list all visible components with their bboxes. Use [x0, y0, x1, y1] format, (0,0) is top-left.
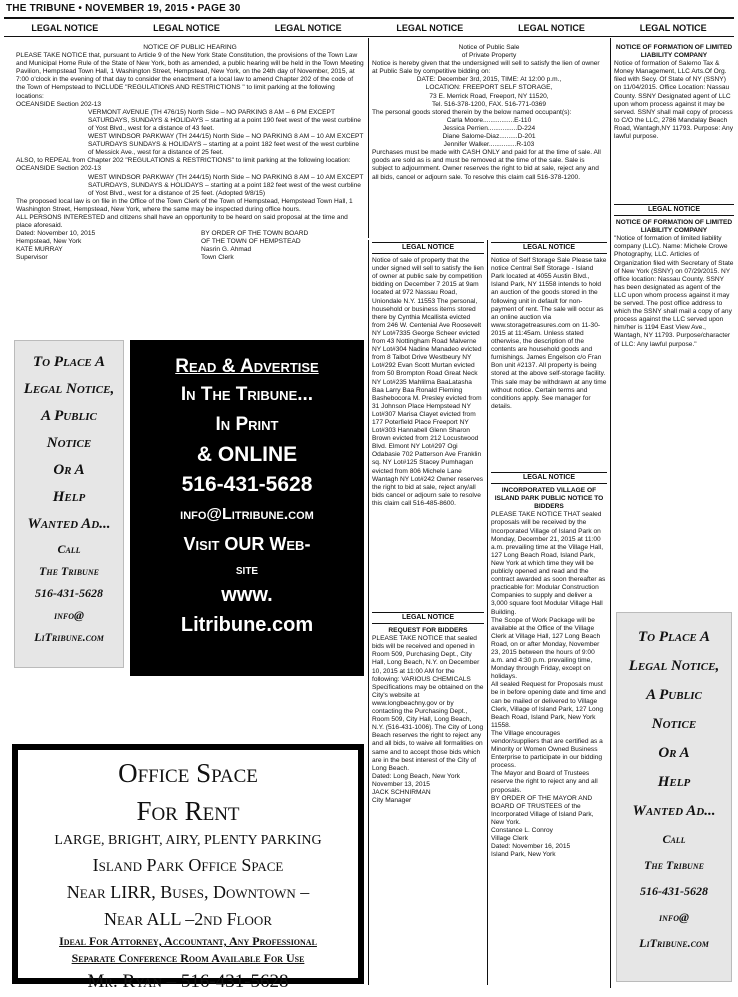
ad-line: To Place A — [638, 629, 710, 645]
notice-subtitle: of Private Property — [461, 52, 517, 60]
ad-line: LARGE, BRIGHT, AIRY, PLENTY PARKING — [54, 833, 322, 848]
property-sale-notice — [372, 242, 484, 604]
occupant-entry: Carla Moore.................E-110 — [446, 116, 532, 124]
place-ad-box — [616, 612, 732, 982]
column-divider — [487, 240, 488, 985]
notice-paragraph: The Scope of Work Package will be available at the Office of the Village Clerk at Village Hall, 127 Long Beach Road, on or after Monday, November 23, 2015 between the hours of 9:00 a.m. and 4:30 p.m. prevailing time, Monday through Friday, except on holidays. — [491, 616, 601, 681]
section-label: LEGAL NOTICE — [639, 23, 707, 33]
notice-title: NOTICE OF FORMATION OF LIMITED LIABILITY COMPANY — [615, 44, 733, 60]
page-header: THE TRIBUNE • NOVEMBER 19, 2015 • PAGE 30 — [6, 3, 241, 14]
notice-paragraph: The Mayor and Board of Trustees reserve the right to reject any and all proposals. — [491, 770, 598, 794]
signature-line: Island Park, New York — [491, 851, 556, 859]
ad-line: Legal Notice, — [23, 381, 115, 397]
ad-headline: In The Tribune... — [180, 384, 314, 405]
ad-line: Or A — [53, 462, 85, 478]
ad-line: Notice — [46, 435, 92, 451]
ad-line: Separate Conference Room Available For Use — [71, 951, 305, 965]
section-label: LEGAL NOTICE — [372, 242, 484, 254]
ad-line: Wanted Ad... — [27, 516, 111, 532]
ad-line: 516-431-5628 — [35, 586, 103, 600]
notice-section: OCEANSIDE Section 202-13 — [16, 100, 102, 108]
signature-line: Dated: November 16, 2015 — [491, 843, 571, 851]
ad-contact: Mr. Ryan – 516-431-5628 — [87, 971, 289, 992]
section-label: LEGAL NOTICE — [614, 204, 734, 216]
ad-line: Or A — [658, 745, 690, 761]
section-label: LEGAL NOTICE — [274, 23, 342, 33]
signature-line: Constance L. Conroy — [491, 827, 553, 835]
ad-line: To Place A — [33, 354, 105, 370]
notice-title: REQUEST FOR BIDDERS — [388, 627, 468, 635]
ad-title: For Rent — [136, 796, 240, 826]
village-bidders-notice — [491, 472, 607, 988]
notice-paragraph: WEST WINDSOR PARKWAY (TH 244/15) North Side – NO PARKING 8 AM – 10 AM EXCEPT SATURDAYS, SUNDAYS & HOLIDAYS – starting at a point 182 feet west of the west curbline of Yost Blvd., west for a distance of 25 feet. (Adopted 9/8/15) — [88, 173, 364, 197]
ad-line: LiTribune.com — [639, 936, 709, 950]
ad-phone: 516-431-5628 — [181, 473, 313, 496]
ad-line: A Public — [41, 408, 97, 424]
ad-line: info@ — [659, 910, 689, 924]
signature-line: Hempstead, New York — [16, 238, 82, 246]
ad-line: Call — [662, 832, 686, 846]
public-hearing-notice — [16, 44, 364, 336]
notice-paragraph: ALL PERSONS INTERESTED and citizens shall have an opportunity to be heard on said proposal at the time and place aforesaid. — [16, 213, 348, 230]
signature-line: Village Clerk — [491, 835, 528, 843]
notice-paragraph: WEST WINDSOR PARKWAY (TH 244/15) North Side – NO PARKING 8 AM – 10 AM EXCEPT SATURDAYS SUNDAYS & HOLIDAYS – starting at a point 182 feet west of the west curbline of Messick Ave., west for a distance of 25 feet. — [88, 133, 364, 157]
ad-title: Office Space — [118, 758, 258, 788]
notice-paragraph: The personal goods stored therein by the below named occupant(s): — [372, 108, 572, 116]
section-label: LEGAL NOTICE — [491, 242, 607, 254]
ad-line: Wanted Ad... — [632, 803, 716, 819]
notice-title: Notice of Public Sale — [458, 44, 520, 51]
ad-line: The Tribune — [39, 564, 99, 578]
llc-formation-notice — [614, 204, 734, 474]
header-rule — [4, 17, 734, 19]
notice-paragraph: PLEASE TAKE NOTICE THAT sealed proposals will be received by the Incorporated Village of Island Park on Monday, December 21, 2015 at 11:00 a.m. prevailing time at the Village Hall, 127 Long Beach Road, Island Park, New York at which time they will be publicly opened and read and the contract awarded as soon thereafter as practicable for: Modular Construction Companies to supply and deliver a 3,000 square foot Modular Village Hall Building. — [491, 511, 606, 616]
sale-address: 73 E. Merrick Road, Freeport, NY 11520, — [429, 92, 549, 100]
signature-line: OF THE TOWN OF HEMPSTEAD — [201, 238, 301, 246]
notice-paragraph: Notice of sale of property that the under signed will sell to satisfy the lien of owner at public sale by competition bidding on December 7 2015 at 9am located at 972 Nassau Road, Uniondale N.Y. 11553 The personal, household or business items stored there by Cynthia Mcallista evicted from 246 W. Centenial Ave Roosevelt NY Lot#7335 George Scheer evicted from 43 Nottingham Road Malverne NY Lot#304 Nadine Manadeo evicted from 8 Talbot Drive Westbeury NY Lot#292 Evan Scott Murtan evicted from 50 Brompton Road Great Neck NY Lot#235 Mahlilma BaaLatasha Baa Larry Baa Ronald Fleming Bashebocora M. Presley evicted from 31 Johnson Place Hempstead NY Lot#307 Marisa Clayet evicted from 177 Poterfield Place Freeport NY Lot#303 Hannabell Glenn Sharon Brown evicted from 212 Locustwood Blvd. Elmont NY Lot#297 Ogi Odabasie 702 Patterson Ave Franklin sq. NY Lot#125 Stacey Pumhagan evicted from 806 Michele Lane Wantagh NY Lot#242 Owner reserves the right to bid at sale, reject any/all bids cancel or adjourn sale to resolve this claim call 516-485-8600. — [372, 257, 484, 507]
notice-paragraph: Notice of Self Storage Sale Please take notice Central Self Storage - Island Park located at 4055 Austin Blvd., Island Park, NY 11558 intends to hold an auction of the goods stored in the following unit in default for non-payment of rent. The sale will occur as an online auction via www.storagetreasures.com on 11-30-2015 at 11:45am. Unless stated otherwise, the description of the contents are household goods and furnishings. James Engelson c/o Fran Bon unit #2137. All property is being stored at the above self-storage facility. This sale may be withdrawn at any time without notice. Certain terms and conditions apply. See manager for details. — [491, 257, 607, 410]
signature-line: KATE MURRAY — [16, 246, 63, 254]
ad-line: Island Park Office Space — [92, 855, 284, 875]
ad-line: In Print — [215, 414, 279, 435]
notice-paragraph: The Village encourages vendor/suppliers that are certified as a Minority or Women Owned Business Enterprise to participate in our bidding process. — [491, 729, 603, 770]
ad-line: site — [235, 561, 259, 577]
section-label: LEGAL NOTICE — [31, 23, 99, 33]
notice-section: OCEANSIDE Section 202-13 — [16, 165, 102, 173]
ad-line: LiTribune.com — [34, 630, 104, 644]
label-rule — [4, 36, 734, 37]
ad-line: Ideal For Attorney, Accountant, Any Professional — [59, 934, 317, 948]
ad-line: Near LIRR, Buses, Downtown – — [66, 882, 310, 902]
sale-location: LOCATION: FREEPORT SELF STORAGE, — [425, 84, 553, 92]
notice-paragraph: PLEASE TAKE NOTICE that, pursuant to Article 9 of the New York State Constitution, the provisions of the Town Law and Municipal Home Rule of the State of New York, both as amended, a public hearing will be held in the Town Meeting Pavilion, Hempstead Town Hall, 1 Washington Street, Hempstead, New York, on the 24th day of November, 2015, at 7:00 o'clock in the evening of that day to consider the enactment of a local law to amend Chapter 202 of the code of the Town of Hempstead to INCLUDE "REGULATIONS AND RESTRICTIONS " to limit parking at the following locations: — [16, 52, 364, 100]
ad-line: The Tribune — [644, 858, 704, 872]
request-for-bidders-notice — [372, 612, 484, 932]
tribune-advertise-ad — [130, 340, 364, 676]
signature-line: JACK SCHNIRMAN — [372, 788, 431, 796]
signature-line: Dated: Long Beach, New York — [372, 772, 460, 780]
ad-line: Help — [52, 489, 86, 505]
notice-title: NOTICE OF FORMATION OF LIMITED LIABILITY COMPANY — [615, 219, 733, 235]
notice-paragraph: PLEASE TAKE NOTICE that sealed bids will be received and opened in Room 509, Purchasing Dept., City Hall, Long Beach, N.Y. on December 10, 2015 at 11:00 AM for the following: VARIOUS CHEMICALS Specifications may be obtained on the City's website at www.longbeachny.gov or by contacting the Purchasing Dept., Room 509, City Hall, Long Beach, N.Y. (516-431-1006). The City of Long Beach reserves the right to reject any and all bids, to waive all formalities on same and to accept those bids which are in the best interest of the City of Long Beach. — [372, 635, 484, 772]
ad-headline: Read & Advertise — [175, 356, 319, 377]
ad-line: Near ALL –2nd Floor — [103, 909, 272, 929]
ad-line: info@ — [54, 608, 84, 622]
signature-left — [16, 230, 179, 262]
notice-paragraph: Notice of formation of Salerno Tax & Money Management, LLC Arts.Of Org. filed with Secy. Of State of NY (SSNY) on 11/04/2015. Office Location: Nassau County. SSNY Designated agent of LLC upon whom process against it may be served. SSNY shall mail copy of process to C/O the LLC, 2786 Mandalay Beach Road, Wantagh,NY 11793. Purpose: Any lawful purpose. — [614, 60, 734, 141]
ad-email: info@Litribune.com — [180, 506, 314, 523]
ad-line: Legal Notice, — [628, 658, 720, 674]
ad-line: www. — [221, 584, 273, 606]
public-sale-notice — [372, 44, 606, 236]
notice-paragraph: VERMONT AVENUE (TH 476/15) North Side – NO PARKING 8 AM – 6 PM EXCEPT SATURDAYS, SUNDAYS & HOLIDAYS – starting at a point 190 feet west of the west curbline of Yost Blvd., west for a distance of 43 feet. — [88, 108, 361, 132]
occupant-entry: Jennifer Walker...............R-103 — [443, 141, 535, 149]
sale-date: DATE: December 3rd, 2015, TIME: At 12:00 p.m., — [416, 76, 562, 84]
section-label: LEGAL NOTICE — [518, 23, 585, 33]
occupant-entry: Diane Salome-Diaz..........D-201 — [442, 133, 536, 141]
signature-line: Nasrin G. Ahmad — [201, 246, 252, 254]
occupant-entry: Jessica Perrien................D-224 — [442, 124, 536, 132]
column-divider — [368, 38, 369, 238]
notice-signature — [16, 230, 364, 262]
ad-line: Notice — [651, 716, 697, 732]
column-divider — [368, 240, 369, 985]
llc-formation-notice — [614, 44, 734, 202]
signature-line: Supervisor — [16, 254, 48, 262]
notice-paragraph: Notice is hereby given that the undersigned will sell to satisfy the lien of owner at Public Sale by competitive bidding on: — [372, 60, 600, 76]
signature-line: BY ORDER OF THE TOWN BOARD — [201, 230, 309, 238]
signature-line: Dated: November 10, 2015 — [16, 230, 96, 238]
ad-line: A Public — [646, 687, 702, 703]
ad-line: Visit OUR Web- — [183, 534, 311, 554]
notice-paragraph: All sealed Request for Proposals must be in before opening date and time and can be mailed or delivered to Village Clerk, Village of Island Park, 127 Long Beach Road, Island Park, New York 11558. — [491, 681, 606, 729]
column-divider — [610, 38, 611, 988]
signature-right — [179, 230, 364, 262]
section-label: LEGAL NOTICE — [372, 612, 484, 624]
section-label: LEGAL NOTICE — [491, 472, 607, 484]
sale-phone: Tel. 516-378-1200, FAX. 516-771-0369 — [431, 100, 546, 108]
signature-line: November 13, 2015 — [372, 780, 430, 788]
office-space-ad — [12, 744, 364, 992]
section-label: LEGAL NOTICE — [153, 23, 220, 33]
place-ad-box — [14, 340, 124, 668]
ad-line: & ONLINE — [196, 443, 298, 466]
ad-line: Call — [57, 542, 81, 556]
notice-paragraph: The proposed local law is on file in the Office of the Town Clerk of the Town of Hempstead, Hempstead Town Hall, 1 Washington Street, Hempstead, New York, where the same may be inspected during office hours. — [16, 197, 353, 213]
section-label: LEGAL NOTICE — [396, 23, 464, 33]
notice-paragraph: ALSO, to REPEAL from Chapter 202 "REGULATIONS & RESTRICTIONS" to limit parking at the following location: — [16, 157, 351, 165]
ad-line: 516-431-5628 — [640, 884, 708, 898]
notice-title: INCORPORATED VILLAGE OF ISLAND PARK PUBLIC NOTICE TO BIDDERS — [494, 487, 604, 511]
signature-line: City Manager — [372, 797, 412, 805]
signature-line: Town Clerk — [201, 254, 234, 262]
section-label-row — [4, 20, 734, 36]
notice-title: NOTICE OF PUBLIC HEARING — [143, 44, 237, 51]
notice-paragraph: "Notice of formation of limited liability company (LLC). Name: Michele Crowe Photography, LLC. Articles of Organization filed with Secretary of State of New York (SSNY) on 07/29/2015. NY office location: Nassau County. SSNY has been designated as agent of the LLC upon whom process against it may be served. The post office address to which the SSNY shall mail a copy of any process against the LLC served upon him/her is 1194 East View Ave., Wantagh, NY 11793. Purpose/character of LLC: Any lawful purpose." — [614, 235, 734, 348]
ad-website: Litribune.com — [180, 614, 314, 636]
self-storage-notice — [491, 242, 607, 470]
signature-line: BY ORDER OF THE MAYOR AND BOARD OF TRUSTEES of the Incorporated Village of Island Park, New York. — [491, 794, 594, 826]
ad-line: Help — [657, 774, 691, 790]
notice-paragraph: Purchases must be made with CASH ONLY and paid for at the time of sale. All goods are sold as is and must be removed at the time of the sale. Sale is subject to adjournment. Owner reserves the right to bid at sale, reject any and all bids, cancel or adjourn sale. To resolve this claim call 516-378-1200. — [372, 149, 601, 181]
